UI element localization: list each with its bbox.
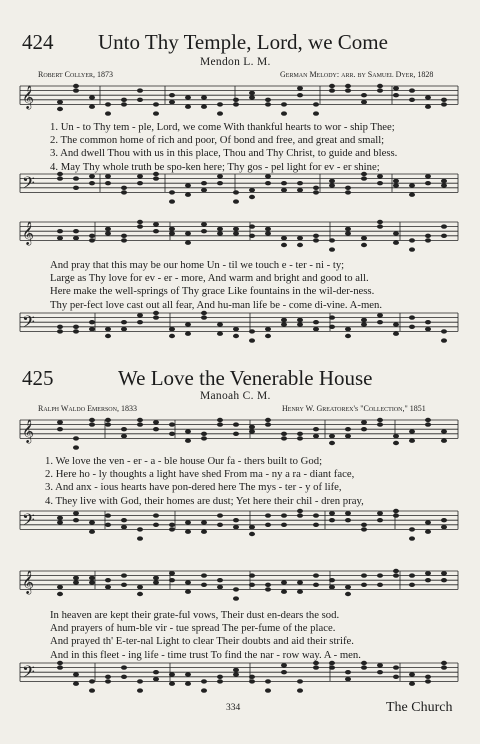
tune-name: Manoah C. M.	[200, 390, 271, 402]
svg-text:𝄞: 𝄞	[22, 569, 34, 594]
section-title: The Church	[386, 700, 453, 715]
verse-line: Large as Thy love for ev - er - more, And warm and bright and good to all.	[50, 272, 369, 285]
music-credit: Henry W. Greatorex's "Collection," 1851	[282, 404, 426, 413]
hymn-number: 424	[22, 30, 54, 54]
page-number: 334	[226, 703, 241, 713]
verse-line: Here make the well-springs of Thy grace Like fountains in the wil-der-ness.	[50, 285, 375, 298]
tune-name: Mendon L. M.	[200, 56, 271, 68]
text-author: Ralph Waldo Emerson, 1833	[38, 404, 137, 413]
verse-line: 4. They live with God, their homes are dust; Yet here their chil - dren pray,	[45, 494, 364, 507]
verse-line: 2. Here ho - ly thoughts a light have shed From ma - ny a ra - diant face,	[45, 468, 355, 481]
verse-line: 2. The common home of rich and poor, Of bond and free, and great and small;	[50, 134, 385, 147]
verse-line: And in this fleet - ing life - time trust To find the nar - row way. A - men.	[50, 648, 361, 661]
text-author: Robert Collyer, 1873	[38, 70, 114, 79]
verses-line-b	[50, 259, 382, 312]
svg-text:𝄞: 𝄞	[22, 84, 34, 109]
verse-line: 3. And anx - ious hearts have pon-dered here The mys - ter - y of life,	[45, 481, 342, 494]
verse-line: Thy per-fect love cast out all fear, And hu-man life be - come di-vine. A-men.	[50, 298, 383, 311]
verse-line: And prayed th' E-ter-nal Light to clear Their doubts and aid their strife.	[50, 635, 354, 648]
verse-line: 1. We love the ven - er - a - ble house Our fa - thers built to God;	[45, 455, 323, 467]
hymn-title: We Love the Venerable House	[118, 366, 373, 390]
verse-line: 3. And dwell Thou with us in this place, Thou and Thy Christ, to guide and bless.	[50, 147, 398, 160]
hymn-title: Unto Thy Temple, Lord, we Come	[98, 30, 388, 54]
svg-text:𝄢: 𝄢	[22, 661, 35, 686]
svg-text:𝄞: 𝄞	[22, 220, 34, 245]
svg-text:𝄢: 𝄢	[22, 172, 35, 197]
svg-text:𝄢: 𝄢	[22, 311, 35, 336]
verse-line: And pray that this may be our home Un - til we touch e - ter - ni - ty;	[50, 259, 345, 271]
verses-line-b	[50, 609, 361, 662]
verses-line-a	[50, 121, 397, 174]
hymn-number: 425	[22, 366, 54, 390]
verse-line: 4. May Thy whole truth be spo-ken here; Thy gos - pel light for ev - er shine;	[50, 160, 380, 173]
verse-line: And prayers of hum-ble vir - tue spread The per-fume of the place.	[50, 622, 336, 635]
svg-text:𝄞: 𝄞	[22, 418, 34, 443]
verse-line: 1. Un - to Thy tem - ple, Lord, we come With thankful hearts to wor - ship Thee;	[50, 121, 395, 133]
svg-text:𝄢: 𝄢	[22, 509, 35, 534]
verses-line-a	[45, 455, 364, 508]
music-credit: German Melody: arr. by Samuel Dyer, 1828	[280, 70, 434, 79]
verse-line: In heaven are kept their grate-ful vows, Their dust en-dears the sod.	[50, 609, 340, 621]
